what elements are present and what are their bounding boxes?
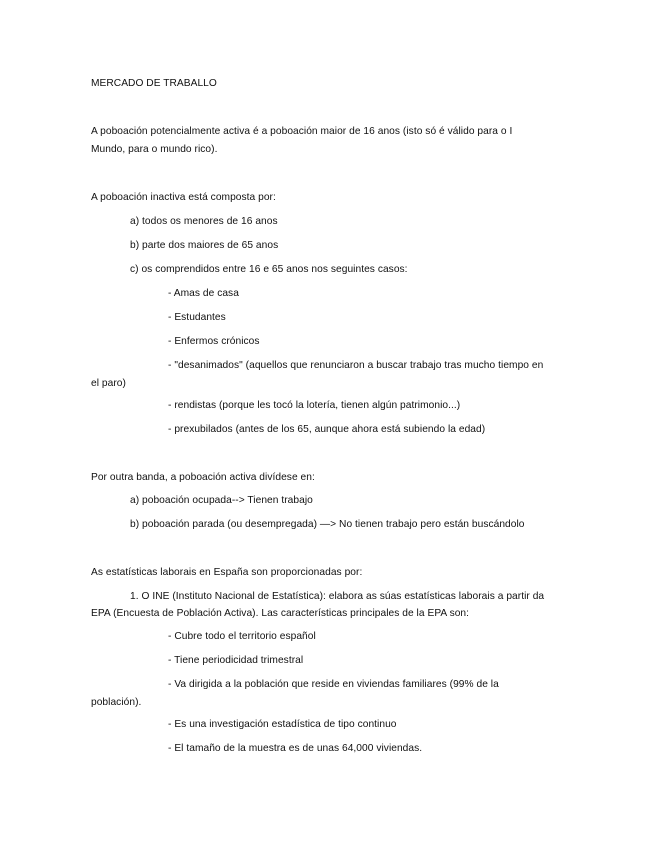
inactive-item-b: b) parte dos maiores de 65 anos [130,240,279,251]
case-estudantes: - Estudantes [168,312,226,323]
inactive-heading: A poboación inactiva está composta por: [91,192,276,203]
ine-line-1: 1. O INE (Instituto Nacional de Estatística): elabora as súas estatísticas laborais a partir da [130,591,545,602]
case-desanimados: - "desanimados" (aquellos que renunciaron a buscar trabajo tras mucho tiempo en [168,360,544,371]
inactive-item-a: a) todos os menores de 16 anos [130,216,278,227]
case-prexubilados: - prexubilados (antes de los 65, aunque ahora está subiendo la edad) [168,424,486,435]
epa-feature-viviendas-cont: población). [91,697,142,708]
inactive-item-c: c) os comprendidos entre 16 e 65 anos nos seguintes casos: [130,264,408,275]
epa-feature-trimestral: - Tiene periodicidad trimestral [168,655,304,666]
epa-feature-muestra: - El tamaño de la muestra es de unas 64,000 viviendas. [168,743,423,754]
case-amas-de-casa: - Amas de casa [168,288,239,299]
stats-heading: As estatísticas laborais en España son proporcionadas por: [91,567,363,578]
case-enfermos: - Enfermos crónicos [168,336,260,347]
case-desanimados-cont: el paro) [91,378,126,389]
intro-line-1: A poboación potencialmente activa é a poboación maior de 16 anos (isto só é válido para o I [91,126,513,137]
active-item-b: b) poboación parada (ou desempregada) —> No tienen trabajo pero están buscándolo [130,519,525,530]
epa-feature-continuo: - Es una investigación estadística de tipo continuo [168,719,397,730]
case-rendistas: - rendistas (porque les tocó la lotería, tienen algún patrimonio...) [168,400,461,411]
ine-line-2: EPA (Encuesta de Población Activa). Las características principales de la EPA son: [91,608,470,619]
intro-line-2: Mundo, para o mundo rico). [91,144,218,155]
active-item-a: a) poboación ocupada--> Tienen trabajo [130,495,313,506]
epa-feature-territorio: - Cubre todo el territorio español [168,631,316,642]
epa-feature-viviendas: - Va dirigida a la población que reside en viviendas familiares (99% de la [168,679,499,690]
document-title: MERCADO DE TRABALLO [91,78,217,89]
active-heading: Por outra banda, a poboación activa divídese en: [91,472,315,483]
